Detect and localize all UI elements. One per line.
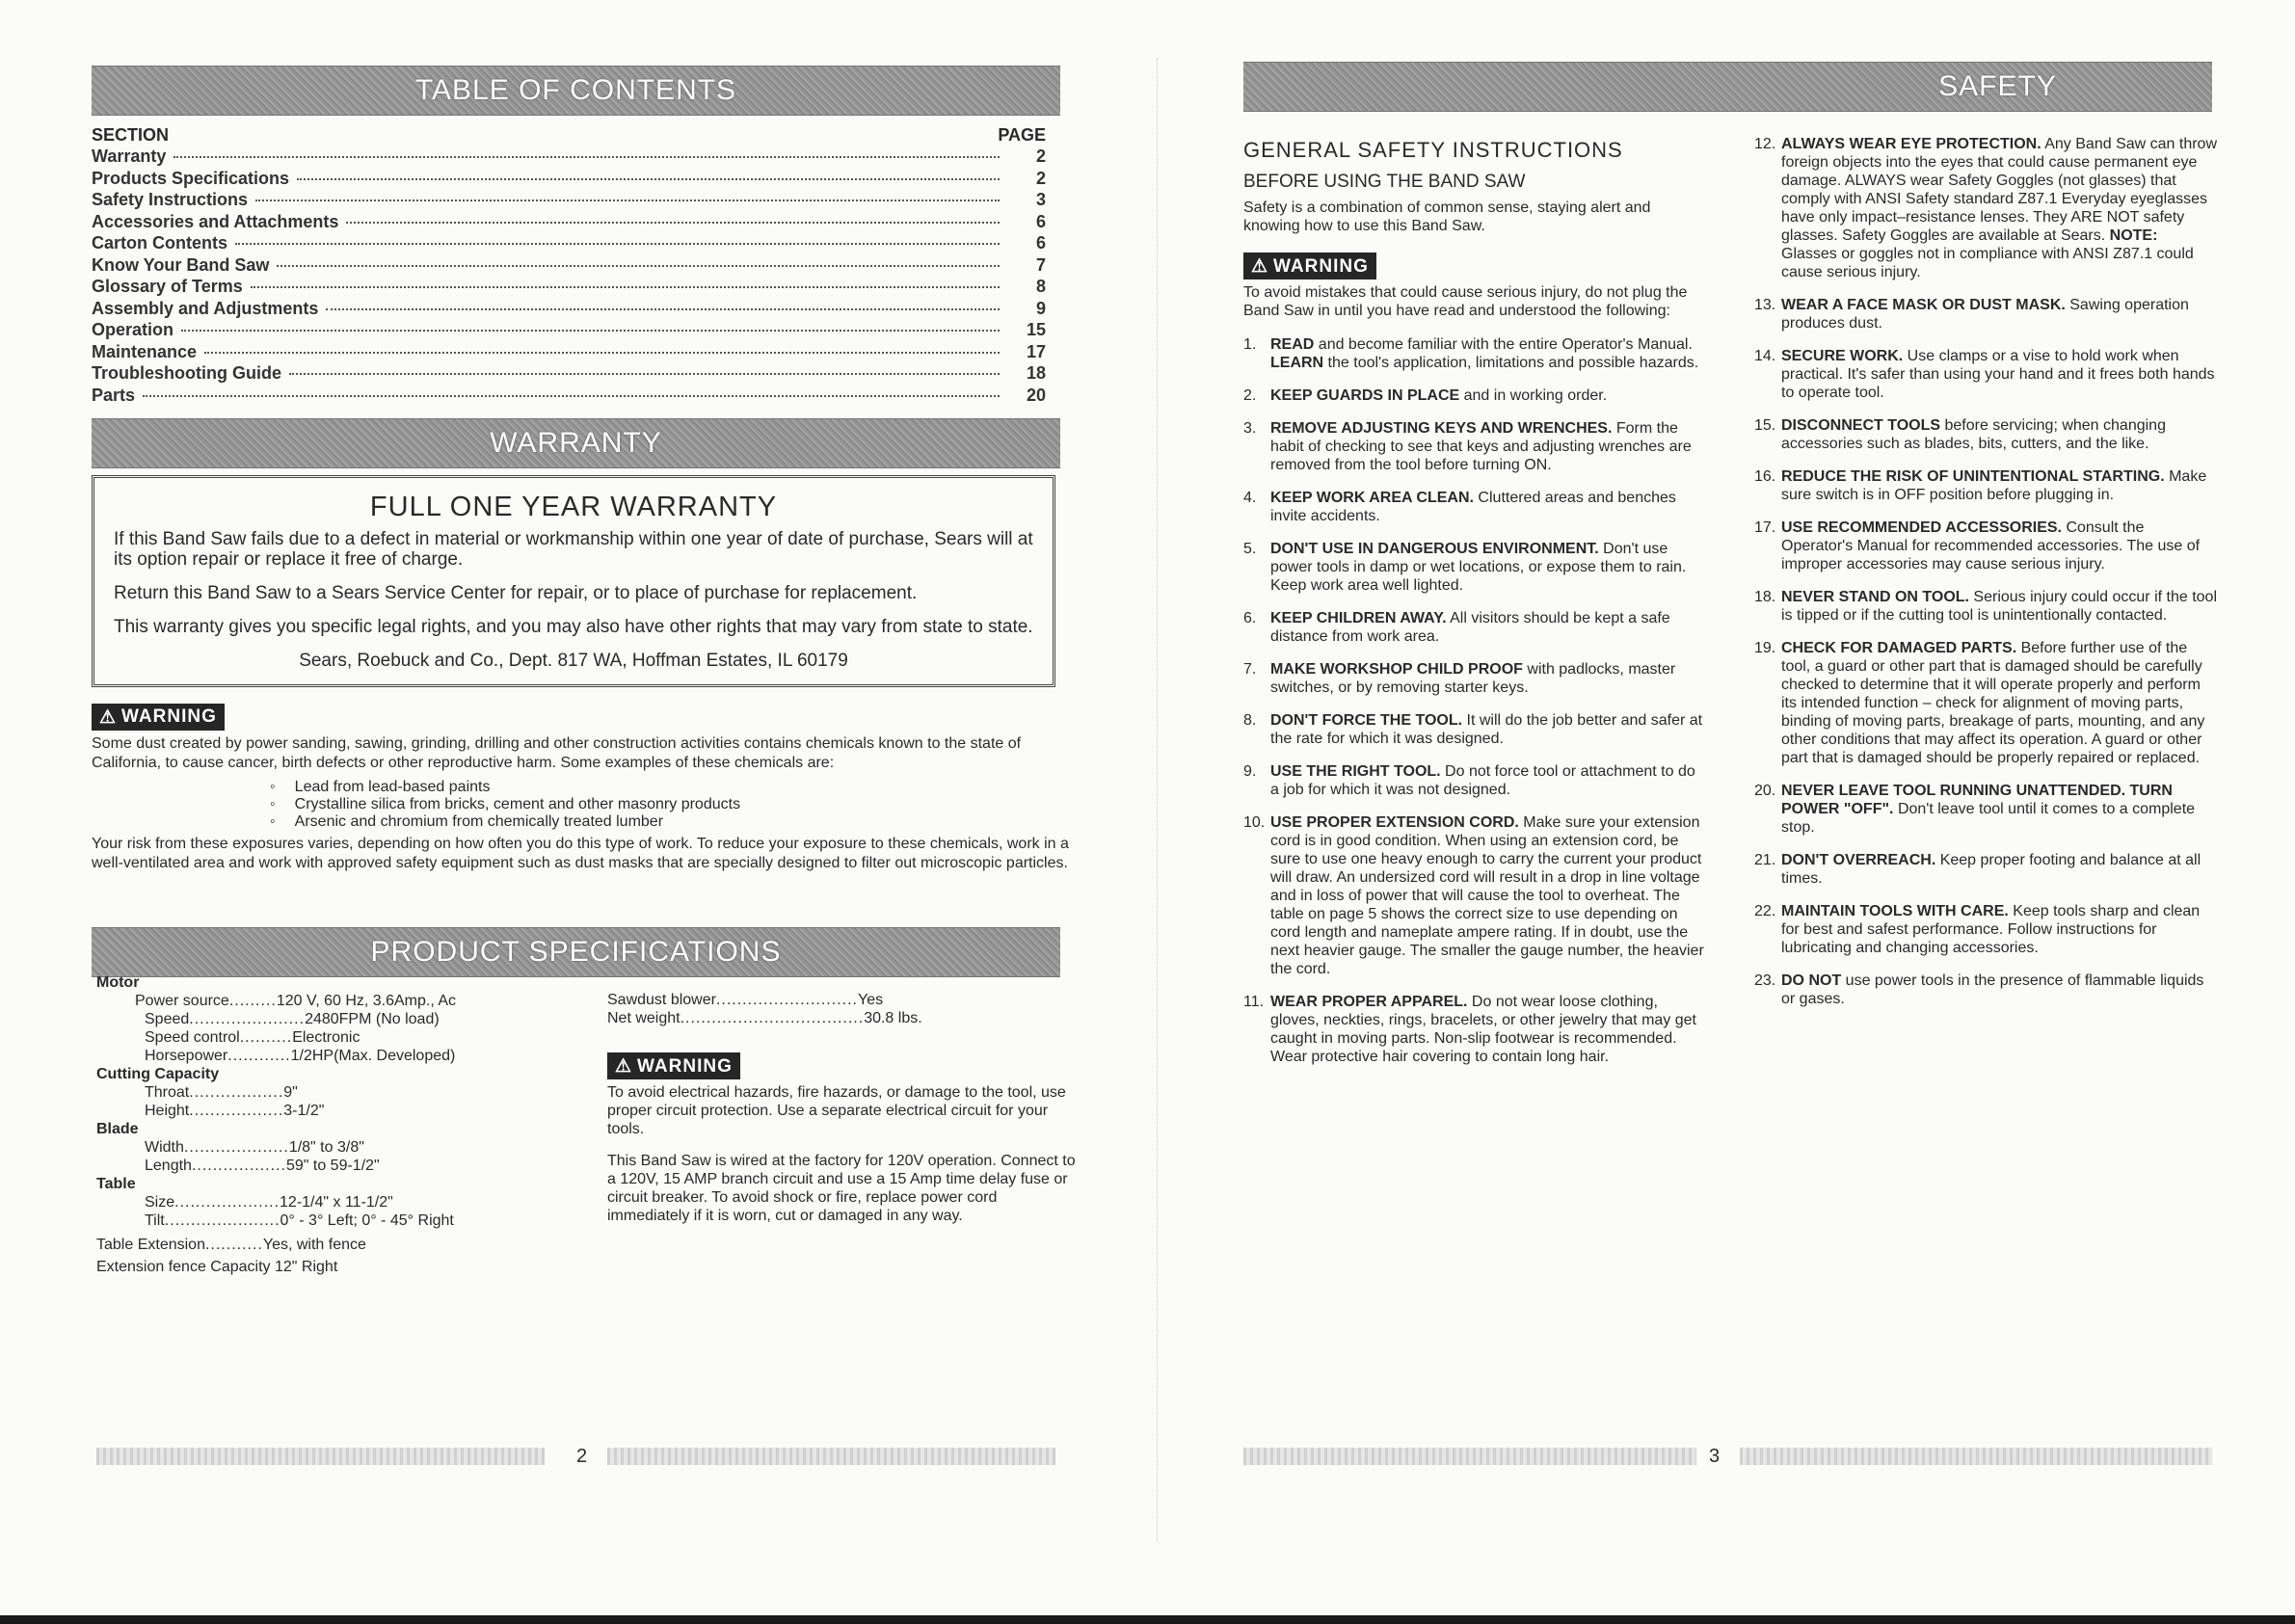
safety-item-text: use power tools in the presence of flammable liquids or gases. — [1781, 972, 2204, 1007]
spec-cat-blade: Blade — [96, 1121, 139, 1137]
safety-item-number: 7. — [1243, 661, 1257, 678]
safety-item — [1243, 540, 1706, 595]
warranty-address: Sears, Roebuck and Co., Dept. 817 WA, Hoffman Estates, IL 60179 — [299, 651, 848, 671]
safety-item-text: All visitors should be kept a safe distance from work area. — [1270, 610, 1670, 645]
toc-row — [92, 386, 1046, 408]
safety-item-number: 18. — [1754, 589, 1776, 605]
list-item: ◦ Arsenic and chromium from chemically treated lumber — [270, 813, 1075, 831]
toc-banner — [92, 66, 1060, 116]
toc-row-page: 9 — [1035, 298, 1046, 318]
safety-item-lead: DO NOT — [1781, 972, 1842, 989]
safety-item-number: 15. — [1754, 417, 1776, 434]
safety-item-text-2: the tool's application, limitations and possible hazards. — [1323, 355, 1699, 371]
safety-item-lead: REMOVE ADJUSTING KEYS AND WRENCHES. — [1270, 420, 1613, 437]
toc-row — [92, 299, 1046, 321]
list-item: ◦ Lead from lead-based paints — [270, 779, 1075, 796]
safety-item-lead: MAKE WORKSHOP CHILD PROOF — [1270, 661, 1523, 678]
safety-item-lead: DISCONNECT TOOLS — [1781, 417, 1941, 434]
toc-row-title: Warranty — [92, 146, 167, 166]
safety-item-text: Don't use power tools in damp or wet locations, or expose them to rain. Keep work area well lighted. — [1270, 541, 1687, 594]
toc-row-title: Accessories and Attachments — [92, 211, 339, 231]
toc-list — [92, 146, 1046, 407]
safety-item-lead: KEEP CHILDREN AWAY. — [1270, 610, 1447, 626]
ca-warning-bullets — [270, 779, 1075, 831]
safety-item-text: Do not wear loose clothing, gloves, neckties, rings, bracelets, or other jewelry that may get caught in moving parts. Non-slip footwear is recommended. Wear protective hair covering to contain long hair. — [1270, 994, 1696, 1065]
safety-col-right — [1754, 135, 2217, 1023]
warning-badge-label: WARNING — [121, 706, 217, 727]
safety-item-lead-2: LEARN — [1270, 355, 1324, 371]
safety-col-left — [1243, 138, 1706, 1080]
safety-item-number: 10. — [1243, 814, 1266, 831]
safety-item-number: 3. — [1243, 420, 1257, 437]
footer-band-left-r — [1243, 1448, 1696, 1465]
warning-badge-label: WARNING — [1273, 255, 1369, 277]
safety-item-text-2: Glasses or goggles not in compliance with ANSI Z87.1 could cause serious injury. — [1781, 246, 2194, 280]
toc-row-page: 6 — [1035, 233, 1046, 253]
toc-row-page: 2 — [1035, 146, 1046, 166]
safety-banner — [1243, 62, 2212, 112]
electrical-warning-badge — [607, 1052, 740, 1079]
spec-weight: Net weight ................................... 30.8 lbs. — [607, 1010, 922, 1026]
toc-row-page: 17 — [1026, 341, 1046, 361]
safety-item-lead: KEEP GUARDS IN PLACE — [1270, 387, 1460, 404]
safety-item-lead: USE PROPER EXTENSION CORD. — [1270, 814, 1519, 831]
safety-item-number: 4. — [1243, 490, 1257, 506]
warranty-banner — [92, 418, 1060, 468]
safety-item-lead: KEEP WORK AREA CLEAN. — [1270, 490, 1474, 506]
safety-item — [1754, 588, 2217, 625]
safety-item — [1243, 419, 1706, 474]
spec-horsepower: Horsepower ............ 1/2HP(Max. Developed) — [145, 1048, 456, 1064]
safety-item-lead: DON'T OVERREACH. — [1781, 852, 1936, 868]
safety-item — [1243, 609, 1706, 646]
toc-row-title: Operation — [92, 320, 174, 339]
toc-leader — [143, 395, 1000, 397]
safety-warning-text: To avoid mistakes that could cause serious injury, do not plug the Band Saw in until you have read and understood the following: — [1243, 284, 1688, 319]
page-number-right: 3 — [1709, 1446, 1721, 1467]
safety-item-text: Before further use of the tool, a guard or other part that is damaged should be carefully checked to determine that it will operate properly and perform its intended function – check for alignment of moving parts, binding of moving parts, breakage of parts, mounting, and any other conditions that may affect its operation. A guard or other part that is damaged should be properly repaired or replaced. — [1781, 640, 2205, 766]
warning-triangle-icon: ⚠ — [1251, 255, 1269, 277]
safety-item-lead: WEAR A FACE MASK OR DUST MASK. — [1781, 297, 2066, 313]
toc-row-title: Safety Instructions — [92, 190, 249, 209]
safety-item — [1754, 851, 2217, 888]
warning-triangle-icon: ⚠ — [99, 706, 118, 728]
footer-band-left — [96, 1448, 545, 1465]
spec-length: Length .................. 59" to 59-1/2" — [145, 1158, 380, 1174]
toc-row — [92, 190, 1046, 212]
toc-leader — [204, 352, 1000, 354]
toc-row — [92, 146, 1046, 169]
spec-size: Size .................... 12-1/4" x 11-1/2" — [145, 1194, 393, 1211]
electrical-warning-text: To avoid electrical hazards, fire hazards, or damage to the tool, use proper circuit protection. Use a separate electrical circuit for your tools. — [607, 1084, 1066, 1137]
safety-item-lead: WEAR PROPER APPAREL. — [1270, 994, 1468, 1010]
safety-item-number: 13. — [1754, 297, 1776, 313]
spec-blower: Sawdust blower ........................... Yes — [607, 992, 884, 1008]
toc-row — [92, 212, 1046, 234]
safety-item-number: 11. — [1243, 994, 1265, 1010]
safety-item — [1754, 782, 2217, 837]
spec-extension: Table Extension ........... Yes, with fence — [96, 1237, 366, 1253]
safety-item-number: 21. — [1754, 852, 1776, 868]
specs-banner — [92, 927, 1060, 977]
toc-row-page: 18 — [1026, 363, 1046, 383]
safety-item-number: 14. — [1754, 348, 1776, 364]
safety-item-lead: MAINTAIN TOOLS WITH CARE. — [1781, 903, 2009, 919]
safety-list-left — [1243, 335, 1706, 1066]
toc-leader — [235, 243, 1000, 245]
toc-row — [92, 233, 1046, 255]
safety-item-lead: USE RECOMMENDED ACCESSORIES. — [1781, 519, 2062, 536]
safety-item-lead: DON'T FORCE THE TOOL. — [1270, 712, 1463, 729]
spec-speed-control: Speed control .......... Electronic — [145, 1029, 360, 1046]
warranty-box — [92, 475, 1055, 687]
safety-item-lead: REDUCE THE RISK OF UNINTENTIONAL STARTING. — [1781, 468, 2165, 485]
safety-item-lead: ALWAYS WEAR EYE PROTECTION. — [1781, 136, 2041, 152]
safety-item — [1754, 519, 2217, 573]
safety-item-lead-2: NOTE: — [2109, 227, 2158, 244]
right-page — [1243, 0, 2217, 1624]
safety-item-lead: SECURE WORK. — [1781, 348, 1904, 364]
toc-row-title: Troubleshooting Guide — [92, 363, 281, 383]
safety-item-number: 2. — [1243, 387, 1257, 404]
warranty-text-2: Return this Band Saw to a Sears Service Center for repair, or to place of purchase for replacement. — [114, 583, 918, 603]
wiring-text: This Band Saw is wired at the factory for 120V operation. Connect to a 120V, 15 AMP branch circuit and use a 15 Amp time delay fuse or circuit breaker. To avoid shock or fire, replace power cord immediately if it is worn, cut or damaged in any way. — [607, 1153, 1076, 1224]
toc-row-title: Glossary of Terms — [92, 277, 243, 296]
toc-row — [92, 363, 1046, 386]
safety-item-text: Cluttered areas and benches invite accidents. — [1270, 490, 1676, 524]
ca-warning-text-2: Your risk from these exposures varies, depending on how often you do this type of work. To reduce your exposure to these chemicals, work in a well-ventilated area and work with approved safety equipment such as dust masks that are specially designed to filter out microscopic particles. — [92, 836, 1069, 871]
toc-leader — [181, 330, 1000, 332]
safety-intro: Safety is a combination of common sense, staying alert and knowing how to use this Band Saw. — [1243, 200, 1651, 234]
safety-item-text: Make sure your extension cord is in good condition. When using an extension cord, be sure to use one heavy enough to carry the current your product will draw. An undersized cord will result in a drop in line voltage and in loss of power that will cause the tool to overheat. The table on page 5 shows the correct size to use depending on cord length and nameplate ampere rating. If in doubt, use the next heavier gauge. The smaller the gauge number, the heavier the cord. — [1270, 814, 1704, 977]
safety-item — [1243, 386, 1706, 405]
safety-item-number: 8. — [1243, 712, 1257, 729]
safety-item-text: Make sure switch is in OFF position before plugging in. — [1781, 468, 2207, 503]
toc-row-title: Maintenance — [92, 341, 198, 361]
toc-leader — [173, 156, 1000, 158]
safety-item-lead: NEVER LEAVE TOOL RUNNING UNATTENDED. TURN POWER "OFF". — [1781, 783, 2173, 817]
left-page — [92, 0, 1075, 1624]
warning-triangle-icon: ⚠ — [615, 1055, 633, 1077]
safety-banner-title: SAFETY — [1938, 70, 2057, 102]
toc-row-page: 8 — [1035, 277, 1046, 296]
safety-item-number: 22. — [1754, 903, 1776, 919]
safety-item-number: 17. — [1754, 519, 1776, 536]
safety-item-number: 16. — [1754, 468, 1776, 485]
spec-power: Power source ......... 120 V, 60 Hz, 3.6Amp., Ac — [135, 993, 457, 1009]
toc-banner-title: TABLE OF CONTENTS — [414, 74, 737, 106]
safety-subheading: BEFORE USING THE BAND SAW — [1243, 172, 1526, 192]
warranty-text-3: This warranty gives you specific legal rights, and you may also have other rights that may vary from state to state. — [114, 617, 1033, 637]
safety-item-text: and in working order. — [1459, 387, 1608, 404]
ca-warning-text: Some dust created by power sanding, sawing, grinding, drilling and other construction activities contains chemicals known to the state of California, to cause cancer, birth defects or other reproductive harm. Some examples of these chemicals are: — [92, 735, 1022, 771]
safety-item — [1754, 347, 2217, 402]
safety-item-lead: READ — [1270, 336, 1315, 353]
warranty-banner-title: WARRANTY — [490, 427, 662, 459]
safety-item-text: It will do the job better and safer at the rate for which it was designed. — [1270, 712, 1703, 747]
toc-row-page: 7 — [1035, 254, 1046, 275]
safety-list-right — [1754, 135, 2217, 1008]
toc-row-page: 3 — [1035, 190, 1046, 209]
safety-item-lead: NEVER STAND ON TOOL. — [1781, 589, 1969, 605]
toc-leader — [289, 373, 1000, 375]
safety-item-lead: CHECK FOR DAMAGED PARTS. — [1781, 640, 2017, 656]
specs-banner-title: PRODUCT SPECIFICATIONS — [370, 936, 782, 968]
safety-item — [1754, 296, 2217, 333]
toc-row-page: 15 — [1026, 320, 1046, 339]
safety-item-text: Keep tools sharp and clean for best and safest performance. Follow instructions for lubricating and changing accessories. — [1781, 903, 2201, 956]
safety-item-lead: USE THE RIGHT TOOL. — [1270, 763, 1441, 780]
safety-item-number: 6. — [1243, 610, 1257, 626]
safety-item-text: Consult the Operator's Manual for recommended accessories. The use of improper accessories may cause serious injury. — [1781, 519, 2201, 572]
spec-tilt: Tilt ...................... 0° - 3° Left; 0° - 45° Right — [145, 1212, 454, 1229]
toc-row-page: 2 — [1035, 168, 1046, 188]
toc-leader — [251, 286, 1000, 288]
toc-row-title: Carton Contents — [92, 233, 227, 253]
safety-item-number: 1. — [1243, 336, 1257, 353]
safety-item — [1243, 813, 1706, 978]
spec-cat-table: Table — [96, 1176, 136, 1192]
safety-item-number: 9. — [1243, 763, 1257, 780]
safety-item-text: and become familiar with the entire Operator's Manual. — [1314, 336, 1693, 353]
toc-leader — [326, 308, 1000, 310]
specs-right — [607, 991, 1080, 1225]
safety-item-text: with padlocks, master switches, or by removing starter keys. — [1270, 661, 1676, 696]
list-item: ◦ Crystalline silica from bricks, cement and other masonry products — [270, 796, 1075, 813]
safety-item-text: Serious injury could occur if the tool is tipped or if the cutting tool is unintentionally contacted. — [1781, 589, 2217, 624]
page-number-left: 2 — [576, 1446, 588, 1467]
toc-leader — [255, 200, 1000, 201]
footer-band-right-r — [1740, 1448, 2212, 1465]
toc-page-label: PAGE — [998, 125, 1046, 145]
toc-row-title: Assembly and Adjustments — [92, 298, 319, 318]
safety-item-number: 20. — [1754, 783, 1776, 799]
safety-item — [1243, 711, 1706, 748]
safety-item — [1243, 489, 1706, 525]
page-fold — [1157, 58, 1158, 1542]
safety-item-text: before servicing; when changing accessories such as blades, bits, cutters, and the like. — [1781, 417, 2166, 452]
toc-row-title: Know Your Band Saw — [92, 254, 270, 275]
safety-heading: GENERAL SAFETY INSTRUCTIONS — [1243, 138, 1623, 162]
safety-item — [1243, 335, 1706, 372]
ca-warning — [92, 704, 1075, 873]
safety-item — [1243, 660, 1706, 697]
toc-leader — [346, 222, 1000, 224]
toc-row-page: 6 — [1035, 211, 1046, 231]
safety-item — [1754, 135, 2217, 281]
spec-width: Width .................... 1/8" to 3/8" — [145, 1139, 364, 1156]
warranty-text-1: If this Band Saw fails due to a defect in material or workmanship within one year of date of purchase, Sears will at its option repair or replace it free of charge. — [114, 529, 1033, 570]
safety-item — [1754, 639, 2217, 767]
toc-row — [92, 255, 1046, 278]
safety-item-lead: DON'T USE IN DANGEROUS ENVIRONMENT. — [1270, 541, 1599, 557]
safety-item-text: Do not force tool or attachment to do a job for which it was not designed. — [1270, 763, 1695, 798]
warning-badge-label: WARNING — [637, 1055, 733, 1077]
safety-item — [1754, 902, 2217, 957]
spec-speed: Speed ...................... 2480FPM (No load) — [145, 1011, 440, 1027]
toc-row — [92, 169, 1046, 191]
toc-row — [92, 277, 1046, 299]
toc-leader — [297, 178, 1000, 180]
warning-badge — [92, 704, 225, 731]
safety-item — [1243, 993, 1706, 1066]
safety-item-number: 19. — [1754, 640, 1776, 656]
safety-item-text: Form the habit of checking to see that keys and adjusting wrenches are removed from the tool before turning ON. — [1270, 420, 1692, 473]
toc-section-label: SECTION — [92, 125, 170, 145]
toc-row-page: 20 — [1026, 385, 1046, 405]
safety-item-text: Sawing operation produces dust. — [1781, 297, 2189, 332]
safety-item-text: Any Band Saw can throw foreign objects into the eyes that could cause permanent eye damage. ALWAYS wear Safety Goggles (not glasses) that comply with ANSI Safety standard Z87.1 Everyday eyeglasses have only impact–resistance lenses. They ARE NOT safety glasses. Safety Goggles are available at Sears. — [1781, 136, 2217, 244]
toc-leader — [277, 265, 1000, 267]
bottom-rule — [0, 1615, 2295, 1624]
toc-header — [92, 125, 1046, 146]
toc-row — [92, 320, 1046, 342]
footer-band-right — [607, 1448, 1055, 1465]
spec-throat: Throat .................. 9" — [145, 1084, 298, 1101]
safety-item-number: 5. — [1243, 541, 1257, 557]
safety-item-text: Don't leave tool until it comes to a complete stop. — [1781, 801, 2196, 836]
toc-row — [92, 342, 1046, 364]
safety-item-number: 12. — [1754, 136, 1776, 152]
safety-item — [1754, 416, 2217, 453]
toc-row-title: Parts — [92, 385, 136, 405]
safety-item-number: 23. — [1754, 972, 1776, 989]
spec-cat-cutting: Cutting Capacity — [96, 1066, 220, 1082]
safety-item — [1754, 972, 2217, 1008]
spec-fence: Extension fence Capacity 12" Right — [96, 1259, 338, 1275]
safety-warning-badge — [1243, 253, 1376, 280]
specs-left — [96, 973, 617, 1276]
safety-item — [1754, 467, 2217, 504]
safety-item — [1243, 762, 1706, 799]
toc-row-title: Products Specifications — [92, 168, 290, 188]
safety-item-text: Keep proper footing and balance at all times. — [1781, 852, 2202, 887]
spec-cat-motor: Motor — [96, 974, 140, 991]
warranty-title: FULL ONE YEAR WARRANTY — [369, 492, 778, 522]
spec-height: Height .................. 3-1/2" — [145, 1103, 325, 1119]
safety-item-text: Use clamps or a vise to hold work when practical. It's safer than using your hand and it frees both hands to operate tool. — [1781, 348, 2215, 401]
